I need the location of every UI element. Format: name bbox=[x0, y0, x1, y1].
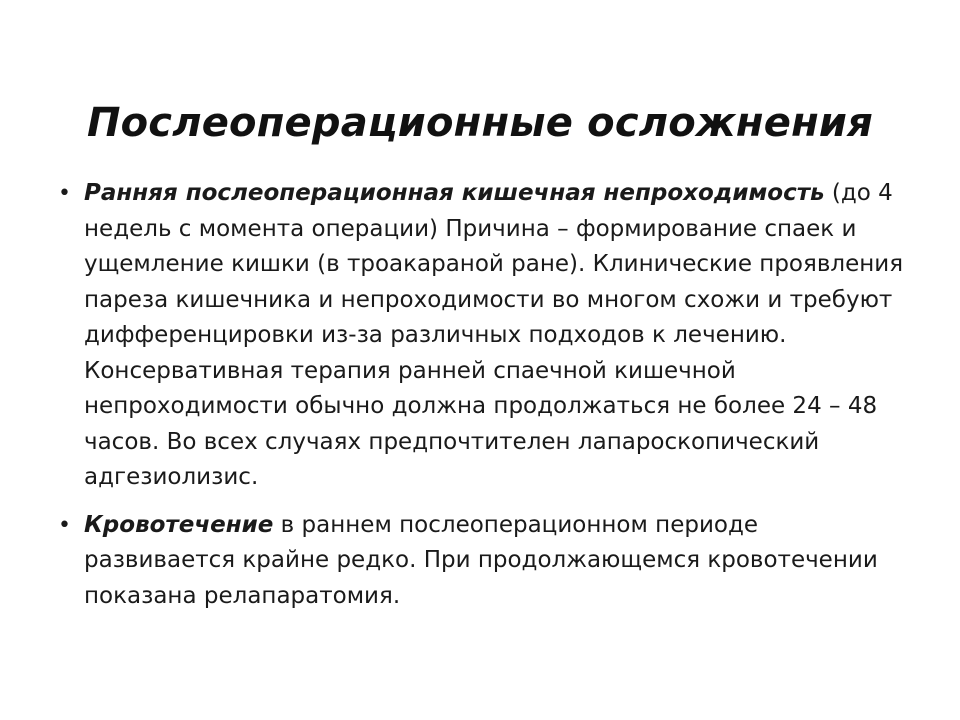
bullet-item-early-obstruction bbox=[58, 176, 914, 496]
bullet-emphasis: Ранняя послеоперационная кишечная непроходимость bbox=[84, 180, 825, 206]
bullet-text: в раннем послеоперационном периоде развивается крайне редко. При продолжающемся кровотечении показана релапаратомия. bbox=[84, 511, 878, 609]
bullet-item-bleeding bbox=[58, 508, 914, 615]
bullet-icon: • bbox=[58, 512, 71, 538]
bullet-text: (до 4 недель с момента операции) Причина – формирование спаек и ущемление кишки (в троакараной ране). Клинические проявления пареза кишечника и непроходимости во многом схожи и требуют дифференцировки из-за различных подходов к лечению. Консервативная терапия ранней спаечной кишечной непроходимости обычно должна продолжаться не более 24 – 48 часов. Во всех случаях предпочтителен лапароскопический адгезиолизис. bbox=[84, 180, 904, 490]
slide-title: Послеоперационные осложнения bbox=[86, 99, 874, 146]
bullet-icon: • bbox=[58, 181, 71, 206]
bullet-list bbox=[58, 176, 914, 626]
bullet-emphasis: Кровотечение bbox=[84, 511, 274, 538]
